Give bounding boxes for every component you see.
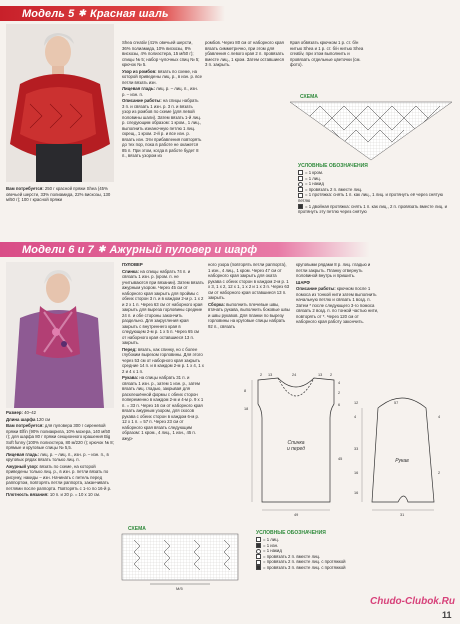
model67-col1-p1: Длина шарфа 120 см <box>6 416 51 422</box>
dim-label: 12 <box>354 401 359 405</box>
dim-label: 2 <box>330 373 333 377</box>
model67-col1-p5: Плотность вязания: 10 п. и 20 р. = 10 х 10 см. <box>6 492 101 497</box>
model67-col2-p2: Перед: вязать, как спинку, но с более глубоким вырезом горловины. Для этого через 53 см от наборного края закрыть средние 14 п. и в каждом 2-м р. 1 х 4, 1 х 2 и 4 х 1 п. <box>122 346 204 374</box>
legend-item: = 1 изн. <box>256 543 376 549</box>
legend-item: = 1 двойная протяжка: снять 1 п. как лиц., 2 п. провязать вместе лиц. и протянуть эту петлю через снятую <box>298 203 447 215</box>
sleeve-label: Рукав <box>395 458 409 464</box>
model5-col2-p3: Описание работы: на спицы набрать 3 п. и связать 1 изн. р. 3 п. и вязать узор из ромбов по схеме (для левой половины шали). Затем вязать 1-й лиц. р. следующим образом: 1 кром., 1 лиц., выполнить изнаночную петлю 1 лиц. скрещ., 1 кром. 2-й р. и все изн. р. вязать изн. Эти прибавления повторять до тех пор, пока в работе не окажется 85 п. При этом, когда в работе будет 8 п., вязать узором из <box>122 98 202 158</box>
model5-title: Красная шаль <box>89 7 169 20</box>
dim-label: 8 <box>244 389 247 393</box>
legend-item: = 1 накид <box>256 548 376 554</box>
model5-legend-title: УСЛОВНЫЕ ОБОЗНАЧЕНИЯ <box>298 163 368 169</box>
diamond-pattern-chart <box>286 100 456 162</box>
edge-stitch-icon <box>298 170 303 175</box>
legend-item: = 1 протяжка: снять 1 п. как лиц., 1 лиц. и протянуть её через снятую петлю <box>298 192 444 203</box>
model5-banner <box>0 6 225 21</box>
legend-item: = 1 лиц. <box>298 176 456 182</box>
sk2p-icon <box>256 565 261 570</box>
legend-item: = 1 лиц. <box>256 537 376 543</box>
pattern-schematic <box>238 370 452 520</box>
model67-legend-title: УСЛОВНЫЕ ОБОЗНАЧЕНИЯ <box>256 530 326 536</box>
legend-item: = 1 накид <box>298 181 456 187</box>
dim-label: 13 <box>268 373 273 377</box>
model67-col2-p1: Спинка: на спицы набрать 74 п. и связать 1 изн. р. (кром. п. не учитываются при вязании). Затем вязать ажурным узором. Через 45 см от наборного края закрыть для проймы с обеих сторон 3 п. и в каждом 2-м р. 1 х 2 и 2 х 1 п. Через 63 см от наборного края закрыть для выреза горловины средние 24 п. и обе стороны закончить раздельно. Для закругления края закрыть с внутреннего края в следующем 2-м р. 1 х 5 п. Через 65 см от наборного края оставшиеся 13 п. закрыть. <box>122 268 204 345</box>
model67-col2-p3: Рукава: на спицы набрать 31 п. и связать 1 изн. р., затем 1 изн. р., затем вязать лиц. гладью, закрывая для расклешённой формы с обеих сторон попеременно в каждом 2-м и 4-м р. 9 х 1 п. = 33 п. Через 16 см от наборного края вязать ажурным узором, для скосов рукава с обеих сторон в каждом 6-м р. 12 х 1 п. = 57 п. Через 23 см от наборного края вязать следующим образом: 1 кром., 4 лиц., 1 изн., 45 п. ажур- <box>122 375 204 441</box>
star-icon: ✱ <box>78 8 86 18</box>
model67-col1-p2: Вам потребуется: для пуловера 300 г сиреневой пряжи Elfin (90% полиакрила, 10% мохера, 140 м/50 г); для шарфа 80 г пряжи секционного крашения Big Soft funny (100% полиэстера, 80 м/220 г); крючок № 8; прямые и круговые спицы № 5,5. <box>6 423 114 450</box>
dim-label: 16 <box>354 471 359 475</box>
dim-label: 24 <box>292 373 297 377</box>
dim-label: 33 <box>354 447 359 451</box>
model67-col4-p1: ШАРФ <box>296 279 310 285</box>
back-front-label <box>287 440 305 452</box>
dim-label: 49 <box>294 513 299 517</box>
dim-label: 2 <box>260 373 263 377</box>
model5-col3 <box>205 40 285 90</box>
model5-col4 <box>290 40 370 90</box>
woman-lilac-pullover-image <box>6 262 114 408</box>
model67-col4 <box>296 262 380 372</box>
model67-lace-chart <box>120 532 240 592</box>
model67-col1-p0: Размер: 40–42 <box>6 410 37 415</box>
dim-label: 16 <box>354 491 359 495</box>
model67-number: Модели 6 и 7 <box>22 243 94 256</box>
yarn-over-icon <box>298 182 303 187</box>
model5-legend <box>298 170 456 215</box>
dim-label: 4 <box>338 381 341 385</box>
star-icon: ✱ <box>97 244 106 254</box>
model67-col3-p0: ного узора (повторять петли раппорта), 1 изн., 4 лиц., 1 кром. Через 47 см от наборного края закрыть для оката рукава с обеих сторон в каждом 2-м р. 1 х 3, 1 х 2, 12 х 1, 1 х 2 и 1 х 3 п. Через 63 см от наборного края оставшиеся 13 п. закрыть. <box>208 262 290 300</box>
model67-banner <box>0 242 370 257</box>
back-front-label-line2: и перед <box>287 446 305 452</box>
model5-materials <box>6 186 114 238</box>
model67-col1-p4: Ажурный узор: вязать по схеме, на которой приведены только лиц. р., в изн. р. петли вязать по рисунку, накиды – изн. Начинать с петель перед раппортом, повторять петли раппорта, заканчивать петлями после раппорта. Повторять с 1-го по 16-й р. <box>6 463 112 491</box>
model67-col4-p2: Описание работы: крючком после 1 помоса из тонкой нити затем выполнить начальную петлю и связать 1 возд. п. Затем * после следующего 3-го помоса связать 2 возд. п. по тонкой частью нити, повторять от *. Через 120 см от наборного края работу закончить. <box>296 286 379 324</box>
dim-label: 13 <box>318 373 323 377</box>
site-watermark: Chudo-Clubok.Ru <box>370 596 455 607</box>
model5-photo <box>6 24 114 182</box>
woman-red-shawl-image <box>6 24 114 182</box>
chart-repeat-label: М/5 <box>176 586 183 591</box>
model5-col2-p2: Лицевая гладь: лиц. р. – лиц. п., изн. р. – изн. п. <box>122 86 198 97</box>
legend-item: = провязать 3 п. вместе лиц. с протяжкой <box>256 565 376 571</box>
model67-title: Ажурный пуловер и шарф <box>109 243 258 256</box>
model67-legend <box>256 537 376 571</box>
page-number: 11 <box>442 610 452 620</box>
model5-col2-p0: Shea creatiiv (41% овечьей шерсти, 36% полиамида, 10% вискозы, 8% вискозы, 4% полиэстера, 15 м/50 г); спицы № 5; набор чулочных спиц № 5; крючок № 5. <box>122 40 200 67</box>
dim-label: 4 <box>438 415 441 419</box>
dim-label: 31 <box>400 513 405 517</box>
dim-label: 57 <box>394 401 399 405</box>
garment-pattern-diagram <box>238 370 452 520</box>
model67-col4-p0: круговыми рядами 8 р. лиц. гладью и петли закрыть. Планку отвернуть половиной внутрь и пришить. <box>296 262 371 278</box>
model67-col1-p3: Лицевая гладь: лиц. р. – лиц. п., изн. р. – изн. п., в круговых рядах вязать только лиц. п. <box>6 451 109 462</box>
model5-col2 <box>122 40 202 240</box>
ssk-icon <box>256 560 261 565</box>
dim-label: 4 <box>354 415 357 419</box>
model67-chart-label: СХЕМА <box>128 526 146 532</box>
model67-photo <box>6 262 114 408</box>
model5-col3-p0: ромбов. Через 80 см от наборного края вязать симметрично, при этом для убавления с левого края 2 п. провязать вместе лиц., 1 кром. Затем оставшиеся 3 п. закрыть. <box>205 40 284 67</box>
model67-col3-p1: Сборка: выполнить плечевые швы, втачать рукава, выполнить боковые швы и швы рукавов. Для планки по вырезу горловины на круговые спицы набрать 92 п., связать <box>208 301 290 329</box>
lace-pattern-chart <box>120 532 240 592</box>
legend-item: = провязать 2 п. вместе лиц. с протяжкой <box>256 559 376 565</box>
dim-label: 45 <box>338 457 343 461</box>
model5-diamond-chart <box>286 100 456 162</box>
dim-label: 2 <box>438 471 441 475</box>
model67-col2 <box>122 262 204 540</box>
model5-materials-para: Вам потребуется: 250 г красной пряжи Shea (45% овечьей шерсти, 33% полиамида, 22% вискозы, 130 м/50 г); 100 г красной пряжи <box>6 186 111 202</box>
model67-col2-p0: ПУЛОВЕР <box>122 262 143 267</box>
pattern-dimension-labels <box>244 373 440 517</box>
dim-label: 6 <box>338 403 341 407</box>
legend-item: = провязать 2 п. вместе лиц. <box>256 554 376 560</box>
model5-col4-p0: Края обвязать крючком 1 р. ст. б/н нитью Shea и 1 р. ст. б/н нитью Shea creatiiv, при этом выполнить и провязать отдельные цветочки (см. фото). <box>290 40 364 67</box>
model5-number: Модель 5 <box>22 7 75 20</box>
model5-chart-label: СХЕМА <box>300 94 318 100</box>
model67-col1 <box>6 410 114 596</box>
legend-item: = провязать 2 п. вместе лиц. <box>298 187 456 193</box>
back-front-label-line1: Спинка <box>287 440 305 446</box>
knit-stitch-icon <box>256 537 261 542</box>
legend-item: = 1 кром. <box>298 170 456 176</box>
model5-col2-p1: Узор из ромбов: вязать по схеме, на которой приведены лиц. р., в изн. р. все петли вязать изн. <box>122 68 202 85</box>
dim-label: 18 <box>244 407 249 411</box>
yarn-over-icon <box>256 549 261 554</box>
dim-label: 2 <box>338 391 341 395</box>
model67-col3 <box>208 262 290 380</box>
